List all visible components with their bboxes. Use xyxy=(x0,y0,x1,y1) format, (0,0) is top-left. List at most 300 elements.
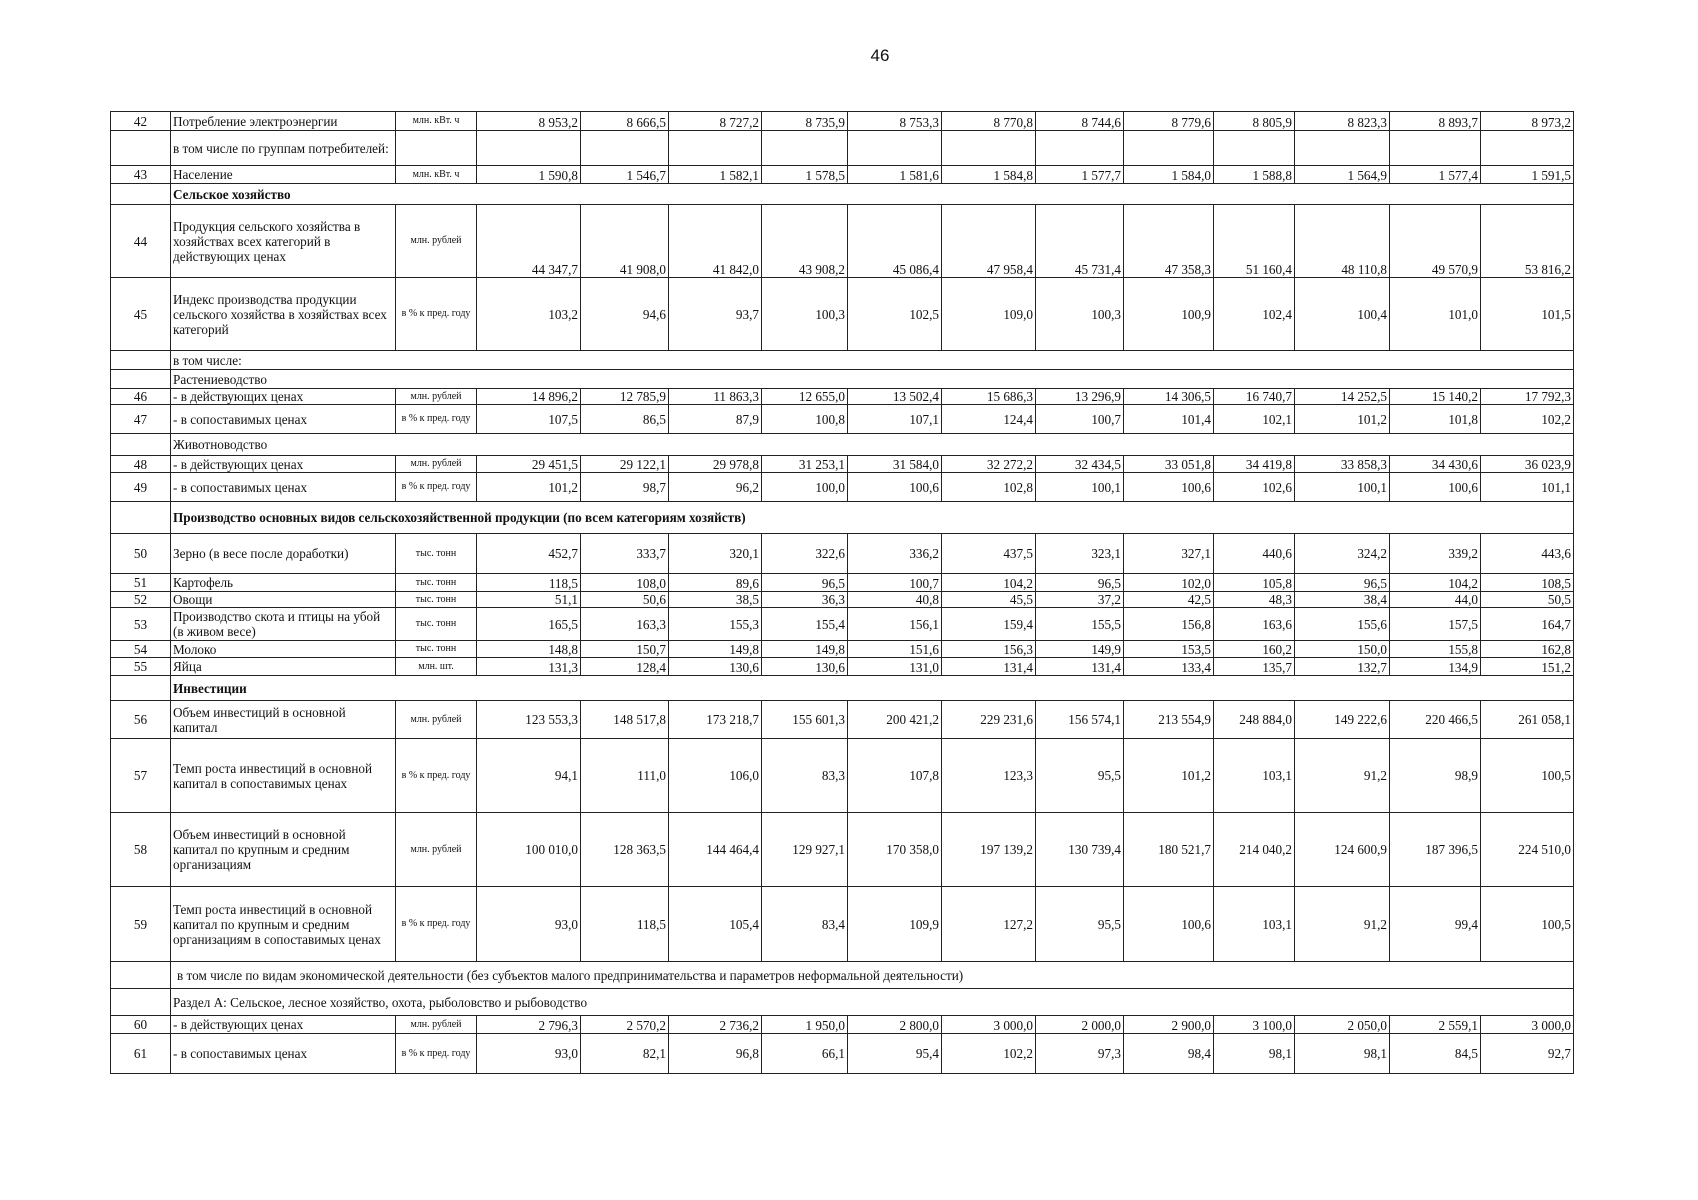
indicator-name-cell: - в сопоставимых ценах xyxy=(171,473,396,502)
value-cell: 82,1 xyxy=(581,1034,669,1074)
value-cell: 101,1 xyxy=(1481,473,1574,502)
value-cell: 440,6 xyxy=(1214,534,1295,574)
value-cell xyxy=(1036,131,1124,166)
value-cell: 45 086,4 xyxy=(848,205,942,278)
value-cell: 2 559,1 xyxy=(1390,1016,1481,1034)
value-cell: 93,0 xyxy=(477,1034,581,1074)
unit-cell: млн. рублей xyxy=(396,813,477,887)
unit-cell: в % к пред. году xyxy=(396,405,477,434)
table-row xyxy=(111,166,1574,184)
value-cell: 100,8 xyxy=(762,405,848,434)
value-cell: 33 858,3 xyxy=(1295,456,1390,473)
value-cell: 96,5 xyxy=(762,574,848,592)
indicator-name-cell: - в действующих ценах xyxy=(171,1016,396,1034)
value-cell: 200 421,2 xyxy=(848,701,942,739)
row-number-cell xyxy=(111,351,171,370)
table-row xyxy=(111,456,1574,473)
section-row xyxy=(111,962,1574,989)
unit-cell: млн. рублей xyxy=(396,205,477,278)
value-cell: 107,5 xyxy=(477,405,581,434)
unit-cell: в % к пред. году xyxy=(396,473,477,502)
table-row xyxy=(111,405,1574,434)
section-row xyxy=(111,370,1574,389)
value-cell xyxy=(762,131,848,166)
value-cell: 98,1 xyxy=(1295,1034,1390,1074)
value-cell: 91,2 xyxy=(1295,739,1390,813)
value-cell: 100,6 xyxy=(848,473,942,502)
value-cell: 155 601,3 xyxy=(762,701,848,739)
value-cell: 1 591,5 xyxy=(1481,166,1574,184)
value-cell: 104,2 xyxy=(942,574,1036,592)
value-cell: 32 434,5 xyxy=(1036,456,1124,473)
value-cell: 102,2 xyxy=(1481,405,1574,434)
row-number-cell: 58 xyxy=(111,813,171,887)
value-cell: 131,0 xyxy=(848,658,942,676)
value-cell: 323,1 xyxy=(1036,534,1124,574)
section-row xyxy=(111,676,1574,701)
value-cell: 29 978,8 xyxy=(669,456,762,473)
value-cell: 38,5 xyxy=(669,592,762,608)
value-cell: 155,3 xyxy=(669,608,762,641)
value-cell: 97,3 xyxy=(1036,1034,1124,1074)
value-cell: 8 805,9 xyxy=(1214,112,1295,131)
value-cell: 123,3 xyxy=(942,739,1036,813)
value-cell xyxy=(942,131,1036,166)
section-title: в том числе по видам экономической деятельности (без субъектов малого предпринимательства и параметров неформальной деятельности) xyxy=(171,962,1574,989)
value-cell: 50,5 xyxy=(1481,592,1574,608)
value-cell xyxy=(1124,131,1214,166)
value-cell: 89,6 xyxy=(669,574,762,592)
indicator-name-cell: - в сопоставимых ценах xyxy=(171,405,396,434)
value-cell: 96,8 xyxy=(669,1034,762,1074)
value-cell: 134,9 xyxy=(1390,658,1481,676)
value-cell: 108,0 xyxy=(581,574,669,592)
value-cell: 322,6 xyxy=(762,534,848,574)
value-cell: 437,5 xyxy=(942,534,1036,574)
value-cell: 12 785,9 xyxy=(581,389,669,405)
value-cell: 37,2 xyxy=(1036,592,1124,608)
value-cell: 96,5 xyxy=(1295,574,1390,592)
value-cell: 1 590,8 xyxy=(477,166,581,184)
value-cell: 102,0 xyxy=(1124,574,1214,592)
value-cell: 156,1 xyxy=(848,608,942,641)
value-cell: 47 358,3 xyxy=(1124,205,1214,278)
value-cell: 48,3 xyxy=(1214,592,1295,608)
value-cell: 12 655,0 xyxy=(762,389,848,405)
value-cell: 92,7 xyxy=(1481,1034,1574,1074)
table-row xyxy=(111,205,1574,278)
value-cell: 149 222,6 xyxy=(1295,701,1390,739)
value-cell: 100,6 xyxy=(1390,473,1481,502)
indicator-name-cell: Индекс производства продукции сельского хозяйства в хозяйствах всех категорий xyxy=(171,278,396,351)
row-number-cell xyxy=(111,434,171,456)
value-cell: 42,5 xyxy=(1124,592,1214,608)
value-cell: 107,8 xyxy=(848,739,942,813)
value-cell: 1 584,8 xyxy=(942,166,1036,184)
value-cell: 132,7 xyxy=(1295,658,1390,676)
row-number-cell: 55 xyxy=(111,658,171,676)
row-number-cell: 61 xyxy=(111,1034,171,1074)
value-cell: 229 231,6 xyxy=(942,701,1036,739)
value-cell: 124 600,9 xyxy=(1295,813,1390,887)
value-cell: 118,5 xyxy=(477,574,581,592)
value-cell: 49 570,9 xyxy=(1390,205,1481,278)
unit-cell: млн. рублей xyxy=(396,456,477,473)
value-cell: 16 740,7 xyxy=(1214,389,1295,405)
value-cell: 98,7 xyxy=(581,473,669,502)
indicator-name-cell: Население xyxy=(171,166,396,184)
value-cell: 33 051,8 xyxy=(1124,456,1214,473)
table-row xyxy=(111,739,1574,813)
value-cell: 87,9 xyxy=(669,405,762,434)
row-number-cell: 44 xyxy=(111,205,171,278)
value-cell: 101,2 xyxy=(1295,405,1390,434)
row-number-cell: 53 xyxy=(111,608,171,641)
row-number-cell xyxy=(111,502,171,534)
unit-cell: тыс. тонн xyxy=(396,641,477,658)
table-row xyxy=(111,813,1574,887)
value-cell xyxy=(581,131,669,166)
value-cell: 11 863,3 xyxy=(669,389,762,405)
value-cell: 41 842,0 xyxy=(669,205,762,278)
value-cell: 8 744,6 xyxy=(1036,112,1124,131)
row-number-cell xyxy=(111,989,171,1016)
value-cell: 101,2 xyxy=(477,473,581,502)
table-row xyxy=(111,701,1574,739)
value-cell: 150,0 xyxy=(1295,641,1390,658)
value-cell: 38,4 xyxy=(1295,592,1390,608)
value-cell: 100,1 xyxy=(1295,473,1390,502)
unit-cell: тыс. тонн xyxy=(396,592,477,608)
indicator-name-cell: Темп роста инвестиций в основной капитал по крупным и средним организациям в сопоставимых ценах xyxy=(171,887,396,962)
value-cell xyxy=(1295,131,1390,166)
value-cell xyxy=(1214,131,1295,166)
value-cell: 103,1 xyxy=(1214,887,1295,962)
value-cell: 94,1 xyxy=(477,739,581,813)
section-row xyxy=(111,502,1574,534)
row-number-cell: 60 xyxy=(111,1016,171,1034)
value-cell: 44,0 xyxy=(1390,592,1481,608)
value-cell: 214 040,2 xyxy=(1214,813,1295,887)
section-title: Инвестиции xyxy=(171,676,1574,701)
row-number-cell: 43 xyxy=(111,166,171,184)
value-cell: 100,4 xyxy=(1295,278,1390,351)
value-cell: 86,5 xyxy=(581,405,669,434)
value-cell: 8 666,5 xyxy=(581,112,669,131)
row-number-cell xyxy=(111,676,171,701)
value-cell: 106,0 xyxy=(669,739,762,813)
section-row xyxy=(111,434,1574,456)
value-cell: 1 546,7 xyxy=(581,166,669,184)
row-number-cell: 45 xyxy=(111,278,171,351)
value-cell: 164,7 xyxy=(1481,608,1574,641)
value-cell: 2 796,3 xyxy=(477,1016,581,1034)
value-cell: 13 296,9 xyxy=(1036,389,1124,405)
value-cell: 53 816,2 xyxy=(1481,205,1574,278)
unit-cell: млн. рублей xyxy=(396,1016,477,1034)
table-row xyxy=(111,1016,1574,1034)
value-cell: 50,6 xyxy=(581,592,669,608)
value-cell: 3 000,0 xyxy=(1481,1016,1574,1034)
value-cell: 51 160,4 xyxy=(1214,205,1295,278)
value-cell: 100,7 xyxy=(848,574,942,592)
value-cell: 100,6 xyxy=(1124,887,1214,962)
value-cell: 1 578,5 xyxy=(762,166,848,184)
value-cell: 94,6 xyxy=(581,278,669,351)
value-cell: 34 430,6 xyxy=(1390,456,1481,473)
value-cell: 101,0 xyxy=(1390,278,1481,351)
value-cell: 131,4 xyxy=(942,658,1036,676)
indicator-name-cell: Молоко xyxy=(171,641,396,658)
value-cell: 91,2 xyxy=(1295,887,1390,962)
value-cell: 156,3 xyxy=(942,641,1036,658)
value-cell xyxy=(477,131,581,166)
value-cell: 15 140,2 xyxy=(1390,389,1481,405)
unit-cell: млн. рублей xyxy=(396,701,477,739)
value-cell: 127,2 xyxy=(942,887,1036,962)
unit-cell: млн. кВт. ч xyxy=(396,166,477,184)
value-cell: 100,9 xyxy=(1124,278,1214,351)
value-cell: 1 581,6 xyxy=(848,166,942,184)
section-row xyxy=(111,989,1574,1016)
value-cell: 40,8 xyxy=(848,592,942,608)
table-row xyxy=(111,658,1574,676)
value-cell: 155,6 xyxy=(1295,608,1390,641)
indicator-name-cell: Объем инвестиций в основной капитал xyxy=(171,701,396,739)
value-cell: 13 502,4 xyxy=(848,389,942,405)
unit-cell: тыс. тонн xyxy=(396,534,477,574)
value-cell: 163,3 xyxy=(581,608,669,641)
unit-cell: в % к пред. году xyxy=(396,887,477,962)
value-cell: 8 823,3 xyxy=(1295,112,1390,131)
value-cell: 43 908,2 xyxy=(762,205,848,278)
row-number-cell: 51 xyxy=(111,574,171,592)
value-cell: 2 736,2 xyxy=(669,1016,762,1034)
value-cell: 327,1 xyxy=(1124,534,1214,574)
value-cell: 1 577,4 xyxy=(1390,166,1481,184)
value-cell: 109,0 xyxy=(942,278,1036,351)
value-cell: 109,9 xyxy=(848,887,942,962)
value-cell: 336,2 xyxy=(848,534,942,574)
value-cell: 131,3 xyxy=(477,658,581,676)
indicator-name-cell: Овощи xyxy=(171,592,396,608)
value-cell: 111,0 xyxy=(581,739,669,813)
value-cell: 443,6 xyxy=(1481,534,1574,574)
indicator-name-cell: Объем инвестиций в основной капитал по крупным и средним организациям xyxy=(171,813,396,887)
unit-cell xyxy=(396,131,477,166)
indicator-name-cell: Производство скота и птицы на убой (в живом весе) xyxy=(171,608,396,641)
value-cell: 8 727,2 xyxy=(669,112,762,131)
value-cell: 34 419,8 xyxy=(1214,456,1295,473)
value-cell: 96,5 xyxy=(1036,574,1124,592)
value-cell: 102,2 xyxy=(942,1034,1036,1074)
row-number-cell: 50 xyxy=(111,534,171,574)
table-row xyxy=(111,278,1574,351)
value-cell: 170 358,0 xyxy=(848,813,942,887)
value-cell: 103,1 xyxy=(1214,739,1295,813)
value-cell: 2 900,0 xyxy=(1124,1016,1214,1034)
statistics-table xyxy=(110,111,1574,1074)
value-cell: 324,2 xyxy=(1295,534,1390,574)
row-number-cell xyxy=(111,184,171,205)
unit-cell: млн. рублей xyxy=(396,389,477,405)
value-cell: 150,7 xyxy=(581,641,669,658)
value-cell: 8 770,8 xyxy=(942,112,1036,131)
value-cell: 1 950,0 xyxy=(762,1016,848,1034)
value-cell: 95,4 xyxy=(848,1034,942,1074)
value-cell: 135,7 xyxy=(1214,658,1295,676)
value-cell: 100,7 xyxy=(1036,405,1124,434)
row-number-cell: 57 xyxy=(111,739,171,813)
unit-cell: тыс. тонн xyxy=(396,608,477,641)
value-cell: 45,5 xyxy=(942,592,1036,608)
value-cell: 248 884,0 xyxy=(1214,701,1295,739)
value-cell xyxy=(848,131,942,166)
section-title: в том числе: xyxy=(171,351,1574,370)
value-cell: 15 686,3 xyxy=(942,389,1036,405)
value-cell: 36 023,9 xyxy=(1481,456,1574,473)
value-cell: 124,4 xyxy=(942,405,1036,434)
row-number-cell: 42 xyxy=(111,112,171,131)
value-cell: 155,4 xyxy=(762,608,848,641)
value-cell: 128 363,5 xyxy=(581,813,669,887)
section-title: Растениеводство xyxy=(171,370,1574,389)
value-cell: 224 510,0 xyxy=(1481,813,1574,887)
section-title: Животноводство xyxy=(171,434,1574,456)
value-cell: 130,6 xyxy=(669,658,762,676)
value-cell: 3 100,0 xyxy=(1214,1016,1295,1034)
row-number-cell xyxy=(111,370,171,389)
value-cell: 180 521,7 xyxy=(1124,813,1214,887)
value-cell: 148,8 xyxy=(477,641,581,658)
indicator-name-cell: - в действующих ценах xyxy=(171,389,396,405)
value-cell: 160,2 xyxy=(1214,641,1295,658)
value-cell: 156 574,1 xyxy=(1036,701,1124,739)
row-number-cell xyxy=(111,962,171,989)
value-cell: 99,4 xyxy=(1390,887,1481,962)
value-cell: 8 735,9 xyxy=(762,112,848,131)
value-cell: 155,5 xyxy=(1036,608,1124,641)
unit-cell: в % к пред. году xyxy=(396,278,477,351)
value-cell: 45 731,4 xyxy=(1036,205,1124,278)
row-number-cell: 46 xyxy=(111,389,171,405)
value-cell: 31 253,1 xyxy=(762,456,848,473)
value-cell: 102,6 xyxy=(1214,473,1295,502)
value-cell: 144 464,4 xyxy=(669,813,762,887)
value-cell: 100,0 xyxy=(762,473,848,502)
value-cell: 95,5 xyxy=(1036,887,1124,962)
unit-cell: в % к пред. году xyxy=(396,739,477,813)
value-cell: 320,1 xyxy=(669,534,762,574)
value-cell: 104,2 xyxy=(1390,574,1481,592)
table-row xyxy=(111,534,1574,574)
indicator-name-cell: Продукция сельского хозяйства в хозяйствах всех категорий в действующих ценах xyxy=(171,205,396,278)
section-title: Сельское хозяйство xyxy=(171,184,1574,205)
value-cell: 149,8 xyxy=(762,641,848,658)
row-number-cell: 48 xyxy=(111,456,171,473)
value-cell: 165,5 xyxy=(477,608,581,641)
value-cell: 95,5 xyxy=(1036,739,1124,813)
value-cell: 153,5 xyxy=(1124,641,1214,658)
unit-cell: млн. кВт. ч xyxy=(396,112,477,131)
table-row xyxy=(111,473,1574,502)
value-cell: 1 588,8 xyxy=(1214,166,1295,184)
value-cell: 151,2 xyxy=(1481,658,1574,676)
value-cell: 102,4 xyxy=(1214,278,1295,351)
value-cell: 213 554,9 xyxy=(1124,701,1214,739)
value-cell: 105,4 xyxy=(669,887,762,962)
row-number-cell: 56 xyxy=(111,701,171,739)
section-row xyxy=(111,184,1574,205)
indicator-name-cell: Темп роста инвестиций в основной капитал в сопоставимых ценах xyxy=(171,739,396,813)
value-cell: 162,8 xyxy=(1481,641,1574,658)
row-number-cell: 47 xyxy=(111,405,171,434)
value-cell: 100,3 xyxy=(762,278,848,351)
value-cell: 8 893,7 xyxy=(1390,112,1481,131)
section-title: Производство основных видов сельскохозяйственной продукции (по всем категориям хозяйств) xyxy=(171,502,1574,534)
table-row xyxy=(111,1034,1574,1074)
indicator-name-cell: - в действующих ценах xyxy=(171,456,396,473)
indicator-name-cell: Потребление электроэнергии xyxy=(171,112,396,131)
value-cell: 14 896,2 xyxy=(477,389,581,405)
table-row xyxy=(111,112,1574,131)
value-cell: 2 000,0 xyxy=(1036,1016,1124,1034)
value-cell: 130,6 xyxy=(762,658,848,676)
value-cell: 36,3 xyxy=(762,592,848,608)
value-cell: 149,8 xyxy=(669,641,762,658)
value-cell: 3 000,0 xyxy=(942,1016,1036,1034)
value-cell: 163,6 xyxy=(1214,608,1295,641)
value-cell: 100,5 xyxy=(1481,887,1574,962)
row-number-cell: 59 xyxy=(111,887,171,962)
value-cell: 101,4 xyxy=(1124,405,1214,434)
value-cell: 187 396,5 xyxy=(1390,813,1481,887)
value-cell: 8 753,3 xyxy=(848,112,942,131)
value-cell: 31 584,0 xyxy=(848,456,942,473)
unit-cell: тыс. тонн xyxy=(396,574,477,592)
value-cell: 173 218,7 xyxy=(669,701,762,739)
value-cell: 339,2 xyxy=(1390,534,1481,574)
value-cell: 108,5 xyxy=(1481,574,1574,592)
table-row xyxy=(111,608,1574,641)
value-cell: 2 050,0 xyxy=(1295,1016,1390,1034)
table-row xyxy=(111,592,1574,608)
value-cell: 155,8 xyxy=(1390,641,1481,658)
indicator-name-cell: Картофель xyxy=(171,574,396,592)
value-cell: 333,7 xyxy=(581,534,669,574)
value-cell: 8 953,2 xyxy=(477,112,581,131)
value-cell: 8 779,6 xyxy=(1124,112,1214,131)
value-cell: 101,5 xyxy=(1481,278,1574,351)
value-cell: 1 577,7 xyxy=(1036,166,1124,184)
value-cell: 14 252,5 xyxy=(1295,389,1390,405)
table-row xyxy=(111,574,1574,592)
value-cell xyxy=(1390,131,1481,166)
value-cell: 100 010,0 xyxy=(477,813,581,887)
value-cell: 14 306,5 xyxy=(1124,389,1214,405)
value-cell: 220 466,5 xyxy=(1390,701,1481,739)
value-cell: 157,5 xyxy=(1390,608,1481,641)
value-cell: 47 958,4 xyxy=(942,205,1036,278)
value-cell: 1 582,1 xyxy=(669,166,762,184)
value-cell xyxy=(669,131,762,166)
unit-cell: млн. шт. xyxy=(396,658,477,676)
value-cell: 17 792,3 xyxy=(1481,389,1574,405)
value-cell: 129 927,1 xyxy=(762,813,848,887)
value-cell: 128,4 xyxy=(581,658,669,676)
value-cell: 107,1 xyxy=(848,405,942,434)
value-cell: 29 122,1 xyxy=(581,456,669,473)
